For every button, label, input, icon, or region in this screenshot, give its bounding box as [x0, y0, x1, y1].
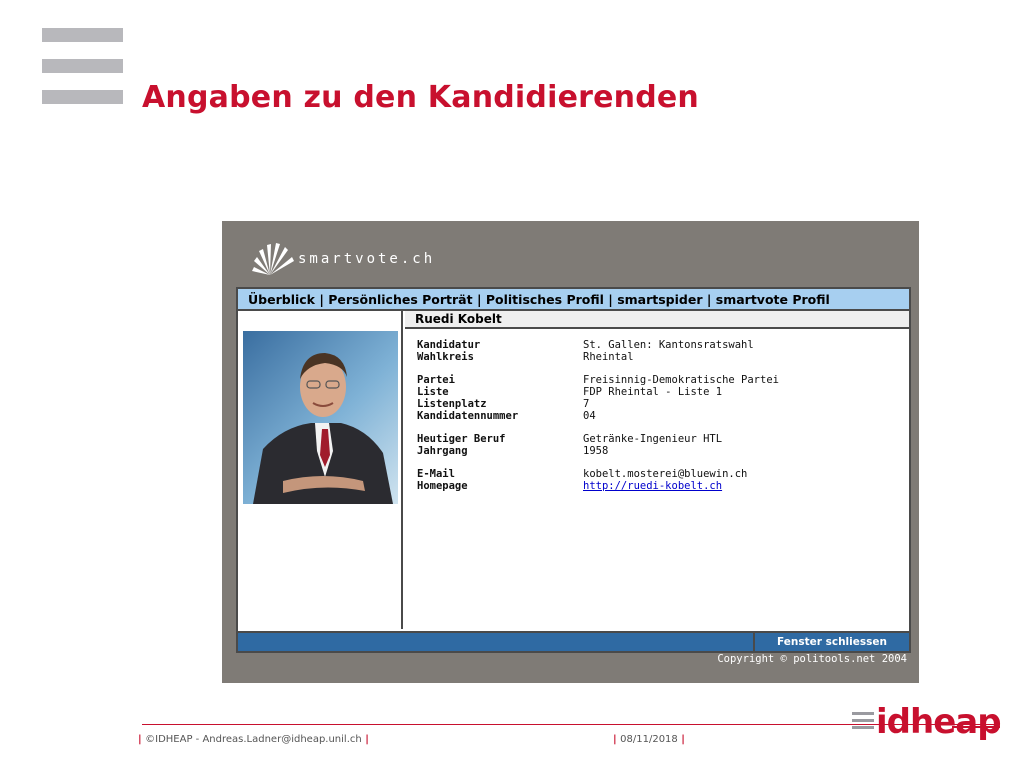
profile-frame — [236, 287, 911, 653]
smartvote-logo-text: smartvote.ch — [298, 251, 436, 267]
smartvote-window — [222, 221, 919, 683]
homepage-link[interactable]: http://ruedi-kobelt.ch — [583, 480, 723, 492]
candidate-photo — [243, 331, 398, 504]
idheap-logo-text: idheap — [876, 702, 1001, 742]
photo-column — [238, 311, 403, 629]
menu-bars-decoration — [42, 28, 123, 104]
slide-title: Angaben zu den Kandidierenden — [142, 80, 699, 115]
detail-row-email: E-Mail kobelt.mosterei@bluewin.ch — [417, 468, 748, 480]
detail-row-listenplatz: Listenplatz 7 — [417, 398, 590, 410]
detail-row-kandidatur: Kandidatur St. Gallen: Kantonsratswahl — [417, 339, 754, 351]
footer-date: | 08/11/2018 | — [613, 734, 685, 745]
detail-row-liste: Liste FDP Rheintal - Liste 1 — [417, 386, 723, 398]
close-window-button[interactable]: Fenster schliessen — [753, 633, 909, 651]
detail-row-kandidatennummer: Kandidatennummer 04 — [417, 410, 596, 422]
bar-3 — [42, 90, 123, 104]
candidate-name: Ruedi Kobelt — [405, 311, 909, 329]
window-footer-bar — [238, 631, 909, 651]
footer-date-text: 08/11/2018 — [620, 734, 678, 745]
bar-2 — [42, 59, 123, 73]
detail-row-wahlkreis: Wahlkreis Rheintal — [417, 351, 634, 363]
detail-row-homepage: Homepage http://ruedi-kobelt.ch — [417, 480, 723, 492]
details-column — [405, 311, 909, 629]
footer-author: | ©IDHEAP - Andreas.Ladner@idheap.unil.ch | — [138, 734, 369, 745]
profile-navigation[interactable]: Überblick | Persönliches Porträt | Politisches Profil | smartspider | smartvote Profil — [238, 289, 909, 311]
detail-row-beruf: Heutiger Beruf Getränke-Ingenieur HTL — [417, 433, 723, 445]
detail-row-partei: Partei Freisinnig-Demokratische Partei — [417, 374, 779, 386]
bar-1 — [42, 28, 123, 42]
detail-row-jahrgang: Jahrgang 1958 — [417, 445, 609, 457]
candidate-details — [417, 339, 779, 492]
copyright-text: Copyright © politools.net 2004 — [717, 653, 907, 665]
footer-author-text: ©IDHEAP - Andreas.Ladner@idheap.unil.ch — [145, 734, 362, 745]
